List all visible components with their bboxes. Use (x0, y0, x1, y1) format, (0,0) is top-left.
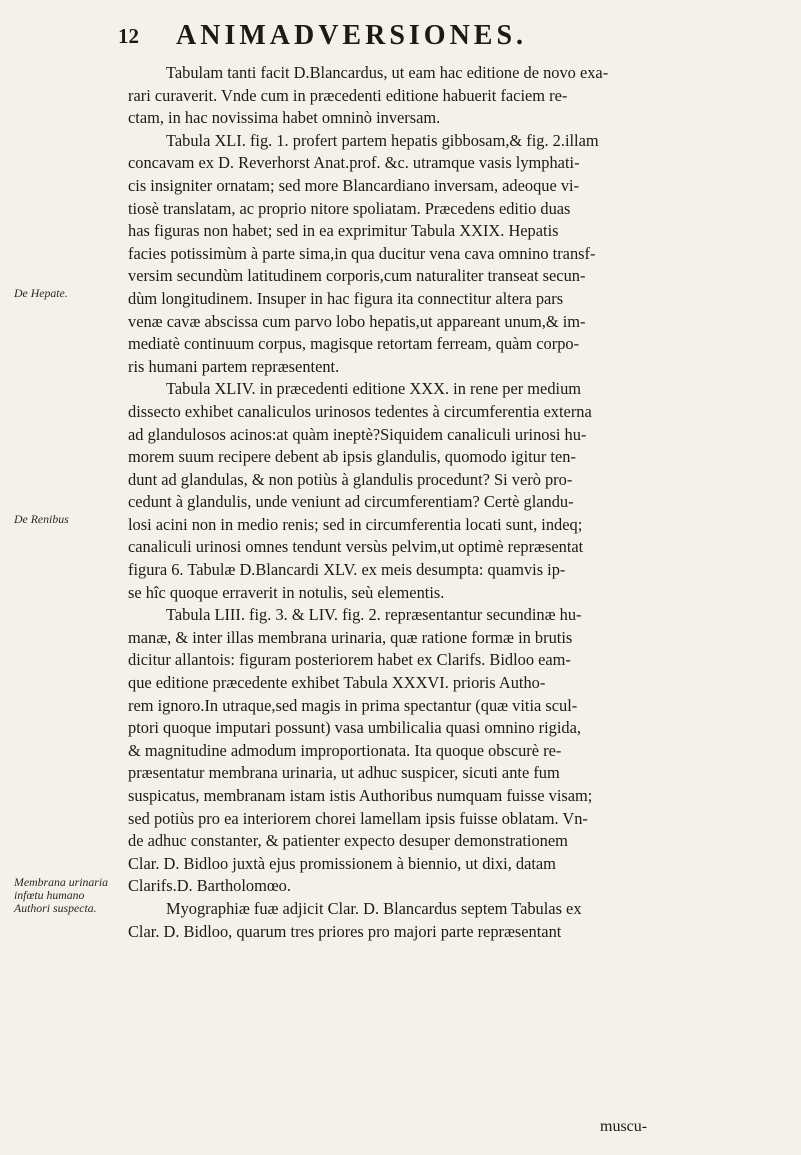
text-line: morem suum recipere debent ab ipsis glandulis, quomodo igitur ten- (128, 447, 576, 467)
text-line: se hîc quoque erraverit in notulis, seù elementis. (128, 582, 445, 602)
text-line: cedunt à glandulis, unde veniunt ad circumferentiam? Certè glandu- (128, 492, 574, 512)
text-line: has figuras non habet; sed in ea exprimitur Tabula XXIX. Hepatis (128, 221, 559, 241)
text-line: suspicatus, membranam istam istis Authoribus numquam fuisse visam; (128, 786, 593, 805)
text-line: Tabula LIII. fig. 3. & LIV. fig. 2. repræsentantur secundinæ hu- (166, 605, 582, 625)
text-line: præsentatur membrana urinaria, ut adhuc suspicer, sicuti ante fum (128, 763, 560, 783)
text-line: rari curaverit. Vnde cum in præcedenti editione habuerit faciem re- (128, 85, 568, 105)
text-line: ad glandulosos acinos:at quàm ineptè?Siquidem canaliculi urinosi hu- (128, 424, 587, 444)
text-line: versim secundùm latitudinem corporis,cum naturaliter transeat secun- (128, 266, 586, 286)
margin-note-membrana-urinaria: Membrana urinaria infœtu humano Authori suspecta. (14, 875, 109, 915)
paragraph-1 (128, 62, 776, 130)
text-line: cis insigniter ornatam; sed more Blancardiano inversam, adeoque vi- (128, 175, 580, 195)
text-line: manæ, & inter illas membrana urinaria, quæ ratione formæ in brutis (128, 627, 573, 647)
text-line: rem ignoro.In utraque,sed magis in prima spectantur (quæ vitia scul- (128, 695, 578, 715)
text-line: facies potissimùm à parte sima,in qua ducitur vena cava omnino transf- (128, 243, 596, 263)
paragraph-5 (128, 898, 776, 943)
text-line: dicitur allantois: figuram posteriorem habet ex Clarifs. Bidloo eam- (128, 650, 571, 670)
text-line: Tabula XLIV. in præcedenti editione XXX. in rene per medium (166, 379, 582, 399)
page-header (118, 18, 718, 58)
text-line: & magnitudine admodum improportionata. Ita quoque obscurè re- (128, 740, 562, 760)
text-line: mediatè continuum corpus, magisque retortam ferream, quàm corpo- (128, 334, 580, 354)
text-line: Tabulam tanti facit D.Blancardus, ut eam hac editione de novo exa- (166, 63, 609, 82)
text-line: ctam, in hac novissima habet omninò inversam. (128, 108, 441, 128)
text-line: concavam ex D. Reverhorst Anat.prof. &c. utramque vasis lymphati- (128, 153, 580, 173)
text-line: canaliculi urinosi omnes tendunt versùs pelvim,ut optimè repræsentat (128, 537, 584, 557)
text-line: Clar. D. Bidloo juxtà ejus promissionem à biennio, ut dixi, datam (128, 853, 556, 873)
text-line: que editione præcedente exhibet Tabula XXXVI. prioris Autho- (128, 673, 546, 693)
main-text (128, 62, 776, 943)
text-line: de adhuc constanter, & patienter expecto desuper demonstrationem (128, 831, 568, 851)
text-line: Myographiæ fuæ adjicit Clar. D. Blancardus septem Tabulas ex (166, 898, 582, 918)
margin-note-de-renibus: De Renibus (14, 512, 69, 526)
text-line: ris humani partem repræsentent. (128, 356, 340, 376)
margin-note-de-hepate: De Hepate. (14, 286, 68, 300)
text-line: losi acini non in medio renis; sed in circumferentia locati sunt, indeq; (128, 514, 583, 534)
paragraph-3 (128, 378, 776, 604)
running-title: ANIMADVERSIONES. (176, 20, 528, 51)
text-line: figura 6. Tabulæ D.Blancardi XLV. ex meis desumpta: quamvis ip- (128, 560, 566, 580)
text-line: tiosè translatam, ac proprio nitore spoliatam. Præcedens editio duas (128, 198, 571, 218)
text-line: dùm longitudinem. Insuper in hac figura ita connectitur altera pars (128, 288, 564, 308)
text-line: Clar. D. Bidloo, quarum tres priores pro majori parte repræsentant (128, 921, 562, 941)
text-line: dissecto exhibet canaliculos urinosos tedentes à circumferentia externa (128, 401, 592, 421)
text-line: ptori quoque imputari possunt) vasa umbilicalia quasi omnino rigida, (128, 718, 581, 738)
text-line: sed potiùs pro ea interiorem chorei lamellam ipsis fuisse oblatam. Vn- (128, 808, 588, 828)
text-line: Clarifs.D. Bartholomœo. (128, 876, 291, 896)
text-line: dunt ad glandulas, & non potiùs à glandulis procedunt? Si verò pro- (128, 469, 573, 489)
text-line: Tabula XLI. fig. 1. profert partem hepatis gibbosam,& fig. 2.illam (166, 130, 599, 150)
paragraph-2 (128, 130, 776, 379)
catchword: muscu- (600, 1118, 648, 1135)
paragraph-4 (128, 604, 776, 898)
text-line: venæ cavæ abscissa cum parvo lobo hepatis,ut appareant unum,& im- (128, 311, 586, 331)
page-number: 12 (118, 24, 139, 48)
